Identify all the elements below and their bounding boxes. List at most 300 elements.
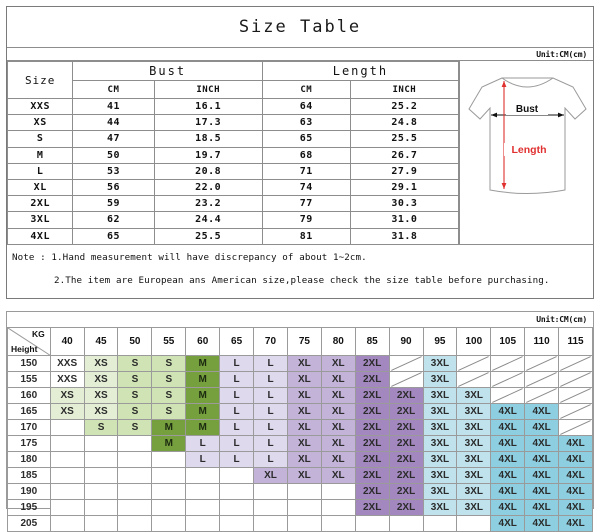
grid-cell-XL: XL bbox=[287, 404, 321, 420]
grid-cell-4XL: 4XL bbox=[559, 452, 593, 468]
size-table-row bbox=[8, 179, 459, 195]
grid-cell-XS: XS bbox=[84, 372, 118, 388]
height-header-175: 175 bbox=[8, 436, 51, 452]
grid-cell-4XL: 4XL bbox=[525, 404, 559, 420]
size-table-header-row-2 bbox=[8, 81, 459, 99]
height-header-205: 205 bbox=[8, 516, 51, 532]
size-column-header: Size bbox=[8, 62, 73, 99]
bust-inch-cell: 25.5 bbox=[154, 228, 262, 244]
grid-cell-4XL: 4XL bbox=[525, 500, 559, 516]
bust-inch-cell: 17.3 bbox=[154, 115, 262, 131]
grid-cell-L: L bbox=[186, 436, 220, 452]
grid-cell-L: L bbox=[220, 388, 254, 404]
grid-cell-blank bbox=[220, 468, 254, 484]
slash-icon bbox=[491, 372, 524, 387]
grid-row bbox=[8, 436, 593, 452]
grid-cell-3XL: 3XL bbox=[457, 388, 491, 404]
grid-cell-blank bbox=[321, 484, 355, 500]
bottom-unit-bar bbox=[7, 312, 593, 327]
weight-header-45: 45 bbox=[84, 328, 118, 356]
grid-row bbox=[8, 404, 593, 420]
grid-cell-XS: XS bbox=[84, 356, 118, 372]
grid-cell-blank bbox=[84, 484, 118, 500]
grid-cell-2XL: 2XL bbox=[389, 388, 423, 404]
bust-inch-cell: 16.1 bbox=[154, 99, 262, 115]
slash-icon bbox=[491, 356, 524, 371]
weight-header-100: 100 bbox=[457, 328, 491, 356]
grid-cell-L: L bbox=[254, 452, 288, 468]
grid-cell-4XL: 4XL bbox=[491, 420, 525, 436]
size-cell: 2XL bbox=[8, 196, 73, 212]
grid-cell-4XL: 4XL bbox=[559, 468, 593, 484]
grid-cell-4XL: 4XL bbox=[491, 436, 525, 452]
grid-cell-blank bbox=[186, 500, 220, 516]
grid-cell-blank bbox=[287, 484, 321, 500]
slash-icon bbox=[390, 356, 423, 371]
grid-cell-2XL: 2XL bbox=[389, 452, 423, 468]
slash-icon bbox=[559, 372, 592, 387]
grid-row bbox=[8, 468, 593, 484]
length-inch-cell: 31.0 bbox=[350, 212, 458, 228]
grid-cell-XL: XL bbox=[321, 356, 355, 372]
grid-cell-4XL: 4XL bbox=[559, 500, 593, 516]
grid-cell-XXS: XXS bbox=[50, 356, 84, 372]
grid-cell-4XL: 4XL bbox=[491, 484, 525, 500]
grid-cell-L: L bbox=[254, 404, 288, 420]
grid-cell-XS: XS bbox=[50, 388, 84, 404]
bottom-unit-label: Unit:CM(cm) bbox=[536, 315, 587, 324]
grid-cell-empty-slash bbox=[559, 372, 593, 388]
weight-header-85: 85 bbox=[355, 328, 389, 356]
grid-cell-XL: XL bbox=[321, 452, 355, 468]
sub-header-1: INCH bbox=[154, 81, 262, 99]
grid-cell-blank bbox=[118, 436, 152, 452]
grid-cell-2XL: 2XL bbox=[389, 420, 423, 436]
grid-cell-blank bbox=[186, 516, 220, 532]
grid-cell-empty-slash bbox=[491, 372, 525, 388]
length-inch-cell: 29.1 bbox=[350, 179, 458, 195]
grid-cell-M: M bbox=[152, 436, 186, 452]
grid-cell-blank bbox=[355, 516, 389, 532]
grid-row bbox=[8, 420, 593, 436]
page-title: Size Table bbox=[238, 17, 362, 37]
group-header-length: Length bbox=[262, 62, 458, 81]
grid-cell-blank bbox=[423, 516, 457, 532]
shirt-outline bbox=[469, 78, 586, 194]
grid-cell-S: S bbox=[118, 388, 152, 404]
weight-header-105: 105 bbox=[491, 328, 525, 356]
title-bar bbox=[7, 7, 593, 48]
grid-cell-2XL: 2XL bbox=[355, 356, 389, 372]
bust-inch-cell: 18.5 bbox=[154, 131, 262, 147]
size-cell: XXS bbox=[8, 99, 73, 115]
grid-cell-blank bbox=[50, 500, 84, 516]
grid-cell-2XL: 2XL bbox=[355, 500, 389, 516]
grid-cell-L: L bbox=[220, 356, 254, 372]
grid-cell-blank bbox=[389, 516, 423, 532]
grid-cell-empty-slash bbox=[559, 420, 593, 436]
bust-cm-cell: 47 bbox=[73, 131, 154, 147]
grid-cell-2XL: 2XL bbox=[355, 452, 389, 468]
bust-cm-cell: 65 bbox=[73, 228, 154, 244]
grid-cell-XL: XL bbox=[287, 452, 321, 468]
grid-cell-S: S bbox=[118, 372, 152, 388]
grid-cell-3XL: 3XL bbox=[457, 420, 491, 436]
height-header-170: 170 bbox=[8, 420, 51, 436]
grid-cell-4XL: 4XL bbox=[525, 484, 559, 500]
grid-cell-2XL: 2XL bbox=[355, 388, 389, 404]
grid-cell-blank bbox=[254, 516, 288, 532]
grid-cell-empty-slash bbox=[559, 404, 593, 420]
tshirt-diagram bbox=[460, 61, 595, 244]
grid-cell-3XL: 3XL bbox=[423, 484, 457, 500]
grid-cell-S: S bbox=[118, 356, 152, 372]
bust-label: Bust bbox=[515, 104, 539, 115]
grid-cell-M: M bbox=[186, 388, 220, 404]
grid-cell-empty-slash bbox=[457, 356, 491, 372]
sub-header-3: INCH bbox=[350, 81, 458, 99]
grid-cell-XL: XL bbox=[321, 388, 355, 404]
grid-corner-cell bbox=[8, 328, 51, 356]
bust-inch-cell: 19.7 bbox=[154, 147, 262, 163]
length-inch-cell: 30.3 bbox=[350, 196, 458, 212]
grid-cell-4XL: 4XL bbox=[491, 452, 525, 468]
grid-cell-blank bbox=[152, 516, 186, 532]
slash-icon bbox=[559, 356, 592, 371]
height-header-165: 165 bbox=[8, 404, 51, 420]
size-table-row bbox=[8, 131, 459, 147]
size-table-row bbox=[8, 147, 459, 163]
grid-cell-2XL: 2XL bbox=[355, 436, 389, 452]
grid-cell-blank bbox=[84, 468, 118, 484]
bust-cm-cell: 50 bbox=[73, 147, 154, 163]
grid-cell-2XL: 2XL bbox=[355, 468, 389, 484]
length-cm-cell: 74 bbox=[262, 179, 350, 195]
grid-cell-XL: XL bbox=[287, 468, 321, 484]
grid-cell-S: S bbox=[152, 356, 186, 372]
grid-cell-M: M bbox=[186, 404, 220, 420]
grid-cell-XL: XL bbox=[287, 356, 321, 372]
size-cell: S bbox=[8, 131, 73, 147]
weight-header-60: 60 bbox=[186, 328, 220, 356]
size-table-panel bbox=[6, 6, 594, 299]
height-header-190: 190 bbox=[8, 484, 51, 500]
grid-cell-XL: XL bbox=[287, 436, 321, 452]
grid-cell-2XL: 2XL bbox=[355, 404, 389, 420]
grid-cell-blank bbox=[84, 452, 118, 468]
height-header-185: 185 bbox=[8, 468, 51, 484]
bust-cm-cell: 59 bbox=[73, 196, 154, 212]
grid-cell-blank bbox=[50, 420, 84, 436]
length-inch-cell: 25.5 bbox=[350, 131, 458, 147]
weight-header-110: 110 bbox=[525, 328, 559, 356]
grid-cell-S: S bbox=[152, 388, 186, 404]
grid-cell-4XL: 4XL bbox=[559, 436, 593, 452]
grid-cell-L: L bbox=[220, 404, 254, 420]
grid-cell-blank bbox=[118, 500, 152, 516]
grid-cell-4XL: 4XL bbox=[559, 484, 593, 500]
grid-cell-3XL: 3XL bbox=[423, 420, 457, 436]
grid-cell-blank bbox=[254, 484, 288, 500]
size-table-row bbox=[8, 99, 459, 115]
bust-cm-cell: 56 bbox=[73, 179, 154, 195]
slash-icon bbox=[525, 356, 558, 371]
grid-cell-3XL: 3XL bbox=[423, 388, 457, 404]
grid-cell-blank bbox=[457, 516, 491, 532]
length-cm-cell: 64 bbox=[262, 99, 350, 115]
corner-height-label: Height bbox=[11, 344, 38, 354]
grid-cell-4XL: 4XL bbox=[525, 436, 559, 452]
size-cell: M bbox=[8, 147, 73, 163]
grid-cell-empty-slash bbox=[457, 372, 491, 388]
height-weight-grid bbox=[7, 327, 593, 532]
slash-icon bbox=[491, 388, 524, 403]
grid-cell-blank bbox=[287, 500, 321, 516]
grid-cell-XL: XL bbox=[321, 436, 355, 452]
slash-icon bbox=[559, 420, 592, 435]
weight-header-50: 50 bbox=[118, 328, 152, 356]
grid-cell-XL: XL bbox=[287, 388, 321, 404]
grid-cell-blank bbox=[84, 500, 118, 516]
grid-cell-empty-slash bbox=[491, 356, 525, 372]
height-header-195: 195 bbox=[8, 500, 51, 516]
slash-icon bbox=[525, 372, 558, 387]
grid-cell-L: L bbox=[254, 420, 288, 436]
grid-cell-blank bbox=[186, 468, 220, 484]
slash-icon bbox=[559, 404, 592, 419]
note-line-1: Note : 1.Hand measurement will have discrepancy of about 1~2cm. bbox=[12, 252, 367, 263]
grid-cell-empty-slash bbox=[389, 356, 423, 372]
bust-cm-cell: 53 bbox=[73, 163, 154, 179]
grid-cell-4XL: 4XL bbox=[491, 404, 525, 420]
grid-cell-XL: XL bbox=[321, 420, 355, 436]
size-table-header-row-1 bbox=[8, 62, 459, 81]
grid-cell-2XL: 2XL bbox=[389, 404, 423, 420]
length-label: Length bbox=[511, 144, 547, 156]
length-cm-cell: 65 bbox=[262, 131, 350, 147]
grid-cell-blank bbox=[220, 500, 254, 516]
grid-cell-3XL: 3XL bbox=[423, 452, 457, 468]
grid-cell-2XL: 2XL bbox=[355, 372, 389, 388]
grid-cell-XL: XL bbox=[287, 420, 321, 436]
grid-cell-empty-slash bbox=[559, 388, 593, 404]
grid-cell-blank bbox=[118, 516, 152, 532]
height-weight-grid-wrapper bbox=[7, 327, 593, 529]
grid-cell-2XL: 2XL bbox=[355, 484, 389, 500]
size-table-row bbox=[8, 163, 459, 179]
grid-row bbox=[8, 452, 593, 468]
grid-cell-3XL: 3XL bbox=[457, 468, 491, 484]
grid-cell-L: L bbox=[220, 452, 254, 468]
grid-cell-blank bbox=[287, 516, 321, 532]
grid-cell-4XL: 4XL bbox=[491, 500, 525, 516]
weight-header-55: 55 bbox=[152, 328, 186, 356]
size-table-row bbox=[8, 228, 459, 244]
height-header-160: 160 bbox=[8, 388, 51, 404]
size-cell: 3XL bbox=[8, 212, 73, 228]
grid-cell-3XL: 3XL bbox=[423, 372, 457, 388]
grid-cell-blank bbox=[50, 436, 84, 452]
grid-cell-3XL: 3XL bbox=[457, 452, 491, 468]
grid-cell-blank bbox=[118, 484, 152, 500]
grid-cell-XL: XL bbox=[321, 404, 355, 420]
bust-inch-cell: 22.0 bbox=[154, 179, 262, 195]
length-cm-cell: 77 bbox=[262, 196, 350, 212]
grid-cell-S: S bbox=[84, 420, 118, 436]
grid-row bbox=[8, 516, 593, 532]
grid-cell-blank bbox=[186, 484, 220, 500]
grid-cell-4XL: 4XL bbox=[525, 516, 559, 532]
grid-cell-empty-slash bbox=[491, 388, 525, 404]
weight-header-80: 80 bbox=[321, 328, 355, 356]
grid-cell-M: M bbox=[152, 420, 186, 436]
grid-cell-M: M bbox=[186, 420, 220, 436]
grid-cell-3XL: 3XL bbox=[423, 436, 457, 452]
grid-cell-4XL: 4XL bbox=[525, 452, 559, 468]
grid-cell-blank bbox=[118, 468, 152, 484]
grid-cell-4XL: 4XL bbox=[491, 516, 525, 532]
weight-header-90: 90 bbox=[389, 328, 423, 356]
size-table-row bbox=[8, 196, 459, 212]
weight-header-70: 70 bbox=[254, 328, 288, 356]
length-inch-cell: 25.2 bbox=[350, 99, 458, 115]
grid-cell-blank bbox=[118, 452, 152, 468]
grid-cell-4XL: 4XL bbox=[525, 468, 559, 484]
grid-cell-XL: XL bbox=[254, 468, 288, 484]
size-cell: XL bbox=[8, 179, 73, 195]
grid-cell-S: S bbox=[118, 420, 152, 436]
grid-cell-3XL: 3XL bbox=[457, 484, 491, 500]
bust-inch-cell: 20.8 bbox=[154, 163, 262, 179]
corner-kg-label: KG bbox=[31, 329, 45, 339]
grid-header-row bbox=[8, 328, 593, 356]
slash-icon bbox=[559, 388, 592, 403]
grid-cell-empty-slash bbox=[525, 388, 559, 404]
grid-cell-blank bbox=[152, 500, 186, 516]
sub-header-2: CM bbox=[262, 81, 350, 99]
size-cell: 4XL bbox=[8, 228, 73, 244]
height-weight-panel bbox=[6, 311, 594, 529]
grid-cell-L: L bbox=[220, 420, 254, 436]
grid-cell-2XL: 2XL bbox=[389, 484, 423, 500]
grid-cell-blank bbox=[152, 484, 186, 500]
grid-cell-3XL: 3XL bbox=[423, 500, 457, 516]
grid-cell-3XL: 3XL bbox=[457, 500, 491, 516]
grid-cell-blank bbox=[321, 500, 355, 516]
grid-cell-3XL: 3XL bbox=[457, 404, 491, 420]
grid-cell-3XL: 3XL bbox=[423, 356, 457, 372]
weight-header-40: 40 bbox=[50, 328, 84, 356]
length-cm-cell: 71 bbox=[262, 163, 350, 179]
weight-header-75: 75 bbox=[287, 328, 321, 356]
height-header-180: 180 bbox=[8, 452, 51, 468]
slash-icon bbox=[457, 372, 490, 387]
grid-cell-3XL: 3XL bbox=[457, 436, 491, 452]
grid-cell-blank bbox=[50, 484, 84, 500]
grid-cell-L: L bbox=[220, 436, 254, 452]
grid-cell-4XL: 4XL bbox=[525, 420, 559, 436]
grid-cell-3XL: 3XL bbox=[423, 468, 457, 484]
grid-cell-XS: XS bbox=[84, 404, 118, 420]
group-header-bust: Bust bbox=[73, 62, 262, 81]
length-inch-cell: 31.8 bbox=[350, 228, 458, 244]
grid-cell-M: M bbox=[186, 356, 220, 372]
grid-cell-L: L bbox=[254, 388, 288, 404]
grid-cell-blank bbox=[220, 516, 254, 532]
bust-cm-cell: 44 bbox=[73, 115, 154, 131]
grid-cell-4XL: 4XL bbox=[491, 468, 525, 484]
grid-cell-L: L bbox=[254, 436, 288, 452]
grid-cell-2XL: 2XL bbox=[389, 436, 423, 452]
grid-cell-2XL: 2XL bbox=[389, 468, 423, 484]
length-cm-cell: 81 bbox=[262, 228, 350, 244]
grid-cell-L: L bbox=[186, 452, 220, 468]
grid-cell-blank bbox=[50, 468, 84, 484]
grid-cell-XL: XL bbox=[287, 372, 321, 388]
grid-cell-blank bbox=[321, 516, 355, 532]
size-table-row bbox=[8, 212, 459, 228]
grid-row bbox=[8, 484, 593, 500]
grid-cell-2XL: 2XL bbox=[355, 420, 389, 436]
grid-cell-blank bbox=[220, 484, 254, 500]
grid-cell-empty-slash bbox=[389, 372, 423, 388]
grid-cell-blank bbox=[50, 452, 84, 468]
slash-icon bbox=[457, 356, 490, 371]
size-table bbox=[7, 61, 459, 245]
grid-row bbox=[8, 500, 593, 516]
grid-cell-4XL: 4XL bbox=[559, 516, 593, 532]
grid-cell-M: M bbox=[186, 372, 220, 388]
sub-header-0: CM bbox=[73, 81, 154, 99]
grid-cell-L: L bbox=[254, 356, 288, 372]
length-cm-cell: 68 bbox=[262, 147, 350, 163]
note-line-2: 2.The item are European ans American size,please check the size table before purchasing. bbox=[54, 275, 550, 286]
grid-cell-empty-slash bbox=[559, 356, 593, 372]
bust-cm-cell: 41 bbox=[73, 99, 154, 115]
grid-cell-XL: XL bbox=[321, 468, 355, 484]
grid-cell-blank bbox=[84, 516, 118, 532]
length-inch-cell: 24.8 bbox=[350, 115, 458, 131]
bust-inch-cell: 24.4 bbox=[154, 212, 262, 228]
top-unit-bar bbox=[7, 48, 593, 61]
grid-cell-L: L bbox=[254, 372, 288, 388]
grid-row bbox=[8, 388, 593, 404]
weight-header-95: 95 bbox=[423, 328, 457, 356]
grid-cell-XS: XS bbox=[50, 404, 84, 420]
height-header-155: 155 bbox=[8, 372, 51, 388]
height-header-150: 150 bbox=[8, 356, 51, 372]
grid-cell-S: S bbox=[152, 404, 186, 420]
bust-cm-cell: 62 bbox=[73, 212, 154, 228]
grid-cell-S: S bbox=[118, 404, 152, 420]
weight-header-115: 115 bbox=[559, 328, 593, 356]
grid-cell-XXS: XXS bbox=[50, 372, 84, 388]
length-cm-cell: 63 bbox=[262, 115, 350, 131]
length-cm-cell: 79 bbox=[262, 212, 350, 228]
grid-cell-blank bbox=[152, 468, 186, 484]
grid-cell-blank bbox=[254, 500, 288, 516]
grid-cell-blank bbox=[50, 516, 84, 532]
size-table-wrapper bbox=[7, 61, 459, 244]
grid-cell-L: L bbox=[220, 372, 254, 388]
top-unit-label: Unit:CM(cm) bbox=[536, 49, 587, 59]
weight-header-65: 65 bbox=[220, 328, 254, 356]
length-inch-cell: 26.7 bbox=[350, 147, 458, 163]
grid-cell-blank bbox=[84, 436, 118, 452]
grid-cell-3XL: 3XL bbox=[423, 404, 457, 420]
notes-section bbox=[7, 244, 593, 299]
grid-cell-empty-slash bbox=[525, 372, 559, 388]
